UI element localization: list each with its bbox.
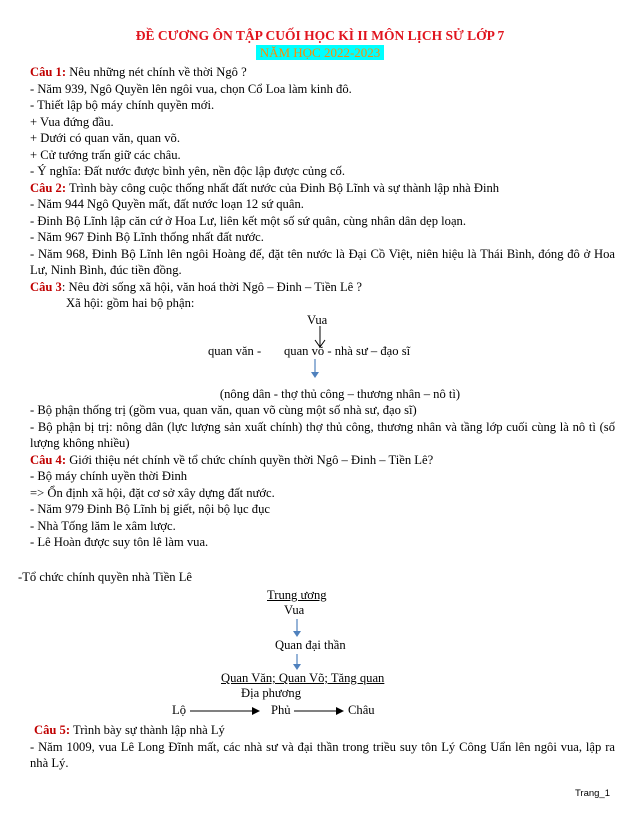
diagram-ministers: Quan đại thần [275, 638, 346, 652]
list-item: - Năm 939, Ngô Quyền lên ngôi vua, chọn Cổ Loa làm kinh đô. [30, 81, 352, 96]
tienle-heading [18, 570, 192, 585]
list-item: - Đinh Bộ Lĩnh lập căn cứ ở Hoa Lư, liên kết một số sứ quân, cùng nhân dân dẹp loạn. [30, 213, 466, 228]
diagram-officials: Quan Văn; Quan Võ; Tăng quan [221, 671, 385, 685]
question-text: Nêu những nét chính về thời Ngô ? [66, 65, 247, 79]
society-diagram [30, 312, 615, 392]
question-text: Trình bày sự thành lập nhà Lý [70, 723, 225, 737]
list-item: - Năm 968, Đinh Bộ Lĩnh lên ngôi Hoàng đế, đặt tên nước là Đại Cồ Việt, niên hiệu là Thái Bình, đóng đô ở Hoa Lư, Ninh Bình, đúc tiền đồng. [30, 246, 615, 277]
list-item: - Ý nghĩa: Đất nước được bình yên, nền độc lập được củng cố. [30, 164, 345, 178]
list-item: - Lê Hoàn được suy tôn lê làm vua. [30, 535, 209, 549]
list-item: - Bộ máy chính uyền thời Đinh [30, 469, 188, 483]
bullet-dash: - [18, 570, 23, 584]
list-item: + Dưới có quan văn, quan võ. [30, 131, 180, 145]
diagram-phu: Phủ [271, 703, 291, 717]
question-5-block [30, 722, 615, 772]
blue-down-arrow-icon [291, 619, 303, 639]
list-item: - Thiết lập bộ máy chính quyền mới. [30, 98, 215, 112]
list-item: - Năm 944 Ngô Quyền mất, đất nước loạn 12 sứ quân. [30, 197, 304, 211]
list-item: => Ổn định xã hội, đặt cơ sở xây dựng đất nước. [30, 485, 275, 500]
list-item: - Năm 1009, vua Lê Long Đĩnh mất, các nhà sư và đại thần trong triều suy tôn Lý Công Uẩn lên ngôi vua, lập ra nhà Lý. [30, 739, 615, 770]
list-item: - Bộ phận thống trị (gồm vua, quan văn, quan võ cùng một số nhà sư, đạo sĩ) [30, 403, 417, 417]
question-text: Trình bày công cuộc thống nhất đất nước của Đinh Bộ Lĩnh và sự thành lập nhà Đinh [66, 180, 500, 195]
list-item: - Bộ phận bị trị: nông dân (lực lượng sản xuất chính) thợ thủ công, thương nhân và tầng lớp cuối cùng là nô tì (số lượng không nhiều) [30, 419, 615, 450]
arrow-right-icon [294, 706, 344, 716]
subtitle-wrap [0, 44, 640, 62]
main-content [30, 64, 615, 551]
diagram-ruled-class: (nông dân - thợ thủ công – thương nhân – nô tì) [219, 386, 461, 401]
document-title: ĐỀ CƯƠNG ÔN TẬP CUỐI HỌC KÌ II MÔN LỊCH SỬ LỚP 7 [135, 28, 505, 43]
list-item: - Năm 967 Đinh Bộ Lĩnh thống nhất đất nước. [30, 230, 264, 244]
question-label: Câu 5: [34, 723, 71, 737]
question-3 [30, 279, 615, 296]
list-item: + Vua đứng đầu. [30, 114, 114, 129]
diagram-civil-officials: quan văn - [208, 343, 262, 358]
list-item: + Cử tướng trấn giữ các châu. [30, 147, 181, 162]
diagram-vua: Vua [284, 603, 305, 617]
list-item: - Nhà Tống lăm le xâm lược. [30, 518, 176, 533]
list-item: - Năm 979 Đinh Bộ Lĩnh bị giết, nội bộ lục đục [30, 502, 270, 516]
question-4 [30, 452, 615, 469]
school-year-subtitle: NĂM HỌC 2022-2023 [256, 45, 385, 60]
arrow-right-icon [190, 706, 260, 716]
diagram-local: Địa phương [241, 686, 302, 700]
question-label: Câu 3 [30, 279, 62, 294]
question-5 [30, 722, 615, 739]
diagram-central: Trung ương [267, 588, 327, 602]
question-label: Câu 4: [30, 452, 67, 467]
blue-down-arrow-icon [309, 359, 321, 379]
question-2 [30, 180, 615, 197]
society-intro: Xã hội: gồm hai bộ phận: [66, 296, 195, 310]
diagram-king: Vua [307, 312, 328, 327]
blue-down-arrow-icon [291, 654, 303, 672]
question-text: Giới thiệu nét chính về tổ chức chính quyền thời Ngô – Đinh – Tiền Lê? [66, 452, 434, 467]
question-1 [30, 64, 615, 81]
question-text: : Nêu đời sống xã hội, văn hoá thời Ngô – Đinh – Tiền Lê ? [61, 279, 362, 294]
diagram-chau: Châu [348, 703, 375, 717]
diagram-lo: Lộ [172, 703, 186, 717]
page-number: Trang_1 [574, 788, 610, 799]
question-label: Câu 2: [30, 180, 67, 195]
diagram-ruling-class: quan võ - nhà sư – đạo sĩ [284, 343, 411, 358]
tienle-heading-text: Tổ chức chính quyền nhà Tiền Lê [22, 570, 193, 584]
question-label: Câu 1: [30, 65, 67, 79]
